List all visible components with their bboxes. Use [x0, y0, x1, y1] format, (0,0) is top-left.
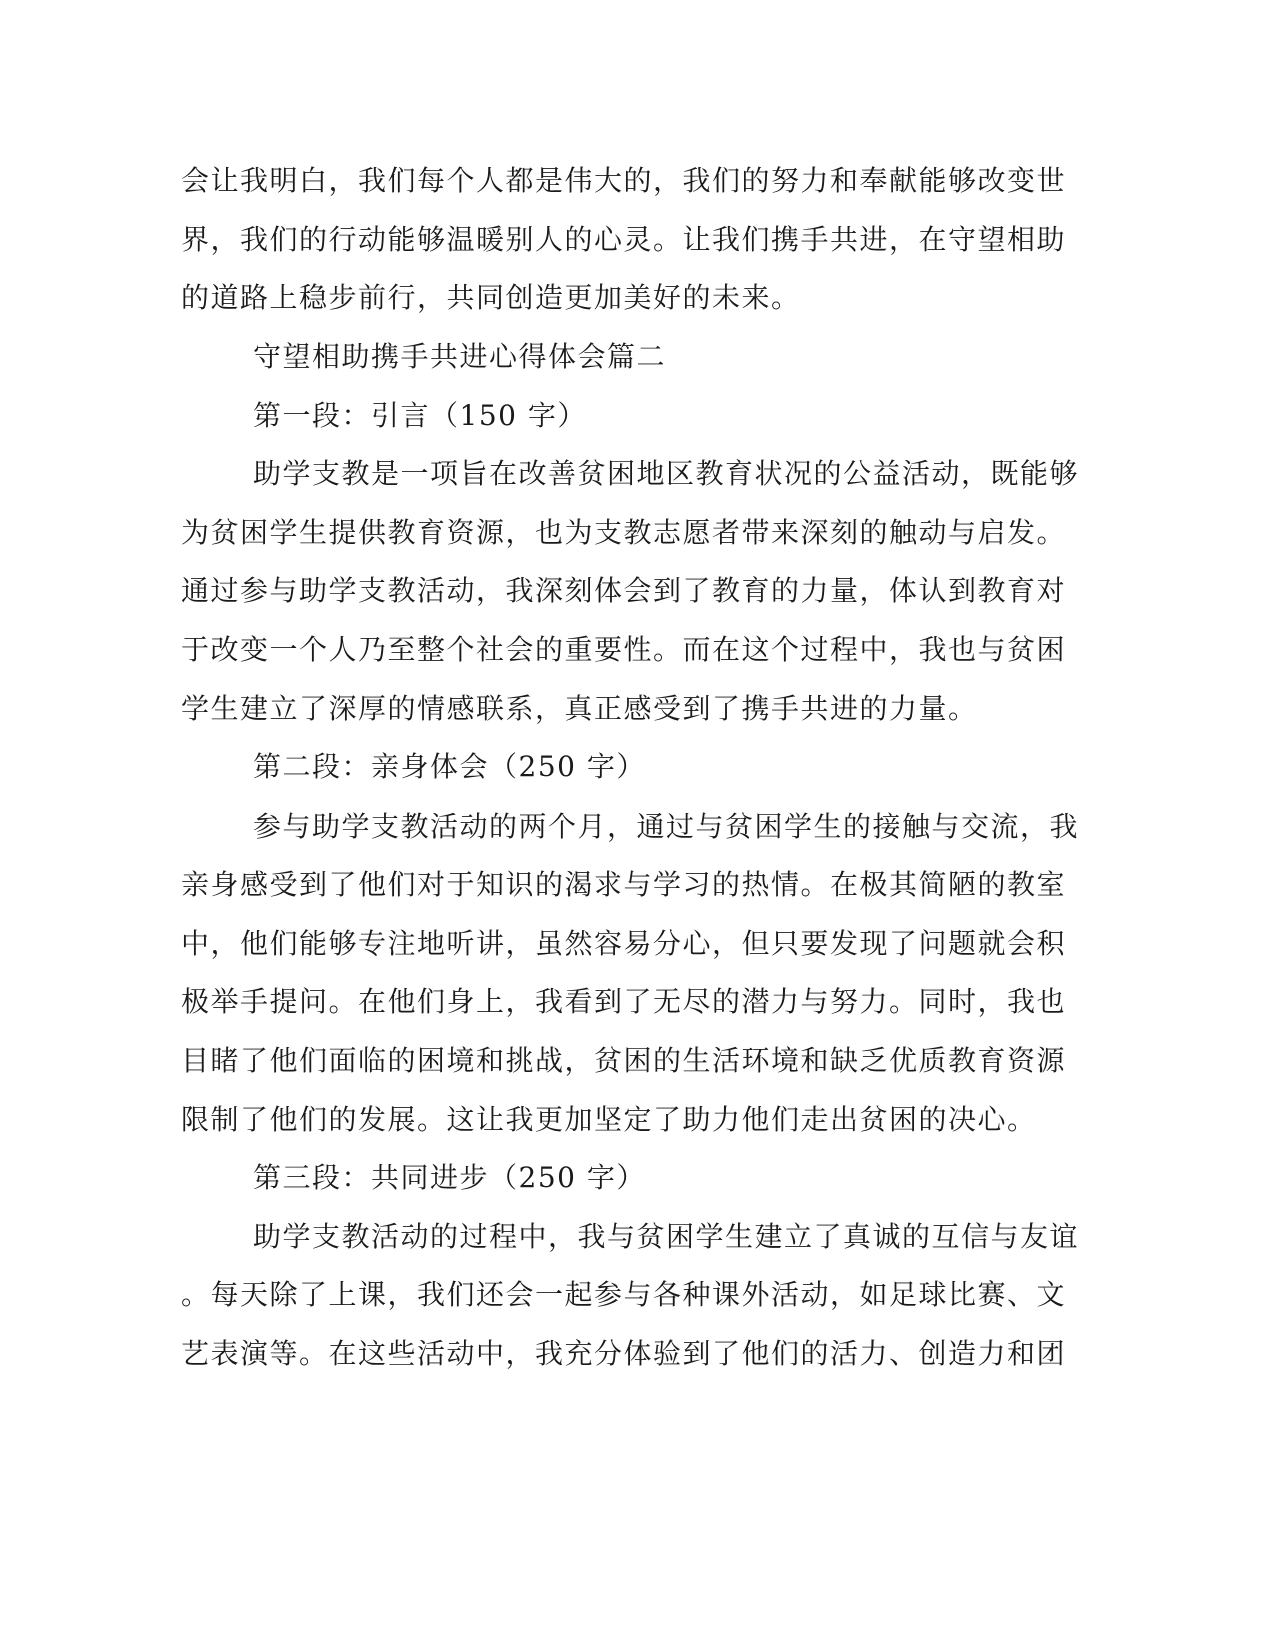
text-line: 参与助学支教活动的两个月，通过与贫困学生的接触与交流，我 — [253, 810, 1080, 843]
text-line: 为贫困学生提供教育资源，也为支教志愿者带来深刻的触动与启发。 — [181, 516, 1067, 549]
text-line: 学生建立了深厚的情感联系，真正感受到了携手共进的力量。 — [181, 692, 978, 725]
text-line: 的道路上稳步前行，共同创造更加美好的未来。 — [181, 281, 801, 314]
text-line: 界，我们的行动能够温暖别人的心灵。让我们携手共进，在守望相助 — [181, 223, 1067, 256]
section-heading: 第三段：共同进步（250 字） — [253, 1161, 646, 1194]
text-line: 限制了他们的发展。这让我更加坚定了助力他们走出贫困的决心。 — [181, 1103, 1037, 1136]
text-line: 助学支教活动的过程中，我与贫困学生建立了真诚的互信与友谊 — [253, 1220, 1080, 1253]
text-line: 于改变一个人乃至整个社会的重要性。而在这个过程中，我也与贫困 — [181, 633, 1067, 666]
text-line: 通过参与助学支教活动，我深刻体会到了教育的力量，体认到教育对 — [181, 574, 1067, 607]
section-title: 守望相助携手共进心得体会篇二 — [253, 340, 667, 373]
text-line: 会让我明白，我们每个人都是伟大的，我们的努力和奉献能够改变世 — [181, 164, 1067, 197]
text-line: 极举手提问。在他们身上，我看到了无尽的潜力与努力。同时，我也 — [181, 985, 1067, 1018]
text-line: 助学支教是一项旨在改善贫困地区教育状况的公益活动，既能够 — [253, 457, 1080, 490]
text-line: 亲身感受到了他们对于知识的渴求与学习的热情。在极其简陋的教室 — [181, 868, 1067, 901]
text-line: 目睹了他们面临的困境和挑战，贫困的生活环境和缺乏优质教育资源 — [181, 1044, 1067, 1077]
text-line: 中，他们能够专注地听讲，虽然容易分心，但只要发现了问题就会积 — [181, 927, 1067, 960]
text-line: 。每天除了上课，我们还会一起参与各种课外活动，如足球比赛、文 — [181, 1278, 1067, 1311]
section-heading: 第一段：引言（150 字） — [253, 399, 587, 432]
text-line: 艺表演等。在这些活动中，我充分体验到了他们的活力、创造力和团 — [181, 1337, 1067, 1370]
section-heading: 第二段：亲身体会（250 字） — [253, 750, 646, 783]
